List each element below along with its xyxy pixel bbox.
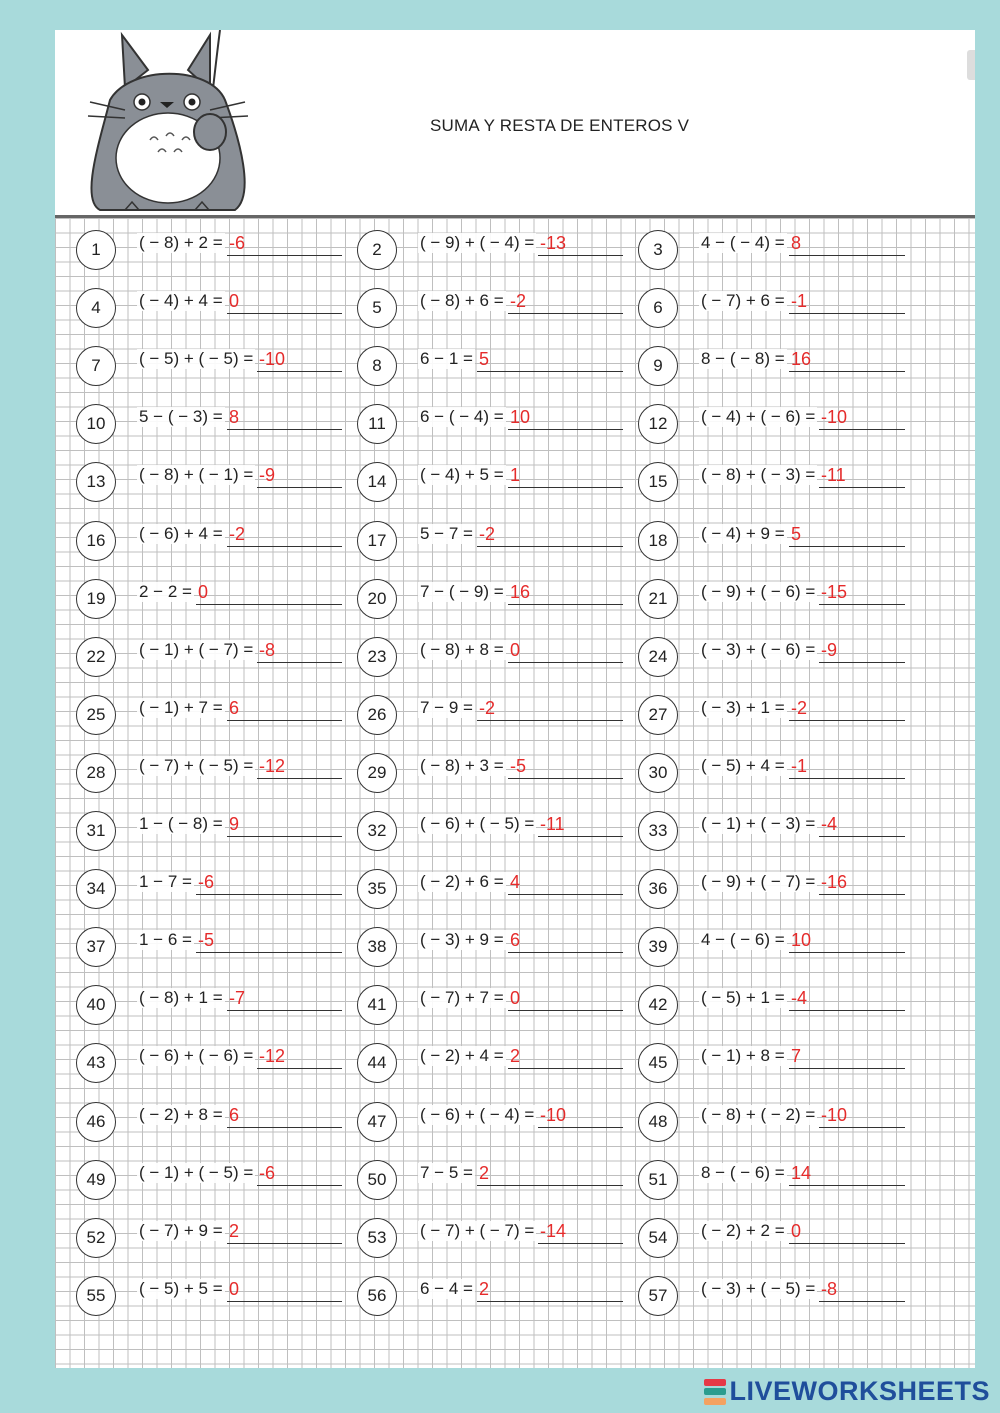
answer-field[interactable] <box>257 371 342 372</box>
exercise-item <box>76 579 342 619</box>
exercise-number: 55 <box>76 1276 116 1316</box>
exercise-number: 49 <box>76 1160 116 1200</box>
answer-value[interactable]: 16 <box>510 581 531 602</box>
exercise-number: 5 <box>357 288 397 328</box>
exercise-item <box>638 230 905 270</box>
answer-field[interactable] <box>789 1243 905 1244</box>
exercise-item <box>357 521 623 561</box>
exercise-item <box>76 230 342 270</box>
exercise-item <box>357 695 623 735</box>
exercise-number: 26 <box>357 695 397 735</box>
answer-value[interactable]: 9 <box>229 814 240 834</box>
answer-value[interactable]: 1 <box>510 465 521 486</box>
answer-field[interactable] <box>227 1010 342 1011</box>
answer-value[interactable]: -2 <box>479 697 496 718</box>
exercise-expression: ( − 9) + ( − 6) = <box>701 581 816 601</box>
exercise-expression: 8 − ( − 6) = <box>701 1162 785 1182</box>
exercise-expression: ( − 8) + 8 = <box>420 639 504 659</box>
answer-field[interactable] <box>227 255 342 256</box>
exercise-item <box>357 637 623 677</box>
answer-field[interactable] <box>508 778 623 779</box>
answer-value[interactable]: 0 <box>198 581 209 602</box>
exercise-expression: ( − 7) + ( − 5) = <box>139 755 254 775</box>
exercise-number: 21 <box>638 579 678 619</box>
answer-value[interactable]: 0 <box>510 639 521 660</box>
answer-value[interactable]: -1 <box>791 291 808 312</box>
answer-value[interactable]: -2 <box>229 523 246 544</box>
answer-field[interactable] <box>196 604 342 605</box>
answer-field[interactable] <box>789 778 905 779</box>
exercise-number: 41 <box>357 985 397 1025</box>
exercise-item <box>76 811 342 851</box>
answer-field[interactable] <box>508 894 623 895</box>
answer-value[interactable]: 8 <box>229 407 240 428</box>
answer-field[interactable] <box>257 1068 342 1069</box>
answer-field[interactable] <box>257 662 342 663</box>
answer-value[interactable]: -8 <box>259 639 276 660</box>
exercise-item <box>76 1160 342 1200</box>
answer-value[interactable]: 4 <box>510 872 521 893</box>
exercise-item <box>638 404 905 444</box>
exercise-expression: 4 − ( − 6) = <box>701 930 785 950</box>
answer-field[interactable] <box>819 662 905 663</box>
answer-value[interactable]: 5 <box>791 523 802 544</box>
answer-field[interactable] <box>227 720 342 721</box>
answer-field[interactable] <box>227 313 342 314</box>
exercise-expression: ( − 2) + 2 = <box>701 1220 785 1240</box>
answer-field[interactable] <box>538 1127 623 1128</box>
answer-field[interactable] <box>257 1185 342 1186</box>
exercise-number: 3 <box>638 230 678 270</box>
exercise-item <box>76 985 342 1025</box>
exercise-expression: ( − 8) + ( − 2) = <box>701 1104 816 1124</box>
exercise-expression: ( − 8) + 3 = <box>420 755 504 775</box>
answer-value[interactable]: -13 <box>540 233 567 253</box>
liveworksheets-badge-icon <box>704 1379 726 1405</box>
answer-value[interactable]: -14 <box>540 1220 567 1241</box>
exercise-expression: ( − 6) + ( − 5) = <box>420 814 535 833</box>
exercise-number: 4 <box>76 288 116 328</box>
exercise-number: 25 <box>76 695 116 735</box>
answer-value[interactable]: -2 <box>791 697 808 718</box>
answer-field[interactable] <box>227 546 342 547</box>
exercise-number: 37 <box>76 927 116 967</box>
exercise-number: 38 <box>357 927 397 967</box>
exercise-expression: 7 − 5 = <box>420 1162 473 1182</box>
answer-value[interactable]: -10 <box>821 1104 848 1125</box>
exercise-expression: 4 − ( − 4) = <box>701 233 785 252</box>
exercise-expression: ( − 7) + 7 = <box>420 988 504 1008</box>
exercise-item <box>76 404 342 444</box>
exercise-number: 32 <box>357 811 397 851</box>
answer-field[interactable] <box>789 546 905 547</box>
exercise-expression: ( − 8) + 2 = <box>139 233 223 252</box>
exercise-item <box>76 346 342 386</box>
answer-value[interactable]: 7 <box>791 1046 802 1067</box>
exercise-number: 13 <box>76 462 116 502</box>
answer-value[interactable]: 14 <box>791 1162 812 1183</box>
exercise-number: 48 <box>638 1102 678 1142</box>
answer-field[interactable] <box>538 836 623 837</box>
answer-value[interactable]: 0 <box>229 1278 240 1299</box>
answer-field[interactable] <box>477 546 623 547</box>
exercise-item <box>357 927 623 967</box>
answer-value[interactable]: -11 <box>821 465 846 486</box>
exercise-item <box>357 869 623 909</box>
answer-field[interactable] <box>508 1010 623 1011</box>
exercise-expression: 5 − 7 = <box>420 523 473 543</box>
exercise-item <box>357 985 623 1025</box>
exercise-expression: ( − 5) + 1 = <box>701 988 785 1008</box>
answer-field[interactable] <box>477 1185 623 1186</box>
exercise-expression: ( − 7) + ( − 7) = <box>420 1220 535 1240</box>
exercise-number: 16 <box>76 521 116 561</box>
exercise-expression: ( − 2) + 8 = <box>139 1104 223 1124</box>
exercise-expression: ( − 3) + 9 = <box>420 930 504 950</box>
answer-value[interactable]: 2 <box>510 1046 521 1067</box>
exercise-number: 28 <box>76 753 116 793</box>
answer-value[interactable]: 10 <box>510 407 531 428</box>
answer-field[interactable] <box>819 487 905 488</box>
exercise-item <box>638 637 905 677</box>
exercise-item <box>638 811 905 851</box>
answer-field[interactable] <box>227 1127 342 1128</box>
exercise-item <box>357 1276 623 1316</box>
answer-value[interactable]: 10 <box>791 930 812 951</box>
exercise-expression: ( − 7) + 6 = <box>701 291 785 311</box>
exercise-number: 8 <box>357 346 397 386</box>
exercise-item <box>638 288 905 328</box>
exercise-item <box>638 521 905 561</box>
answer-field[interactable] <box>508 604 623 605</box>
answer-value[interactable]: -12 <box>259 755 286 776</box>
exercise-number: 27 <box>638 695 678 735</box>
answer-value[interactable]: -10 <box>259 349 286 370</box>
answer-value[interactable]: 16 <box>791 349 812 370</box>
answer-field[interactable] <box>508 313 623 314</box>
exercise-number: 17 <box>357 521 397 561</box>
exercise-number: 47 <box>357 1102 397 1142</box>
exercise-item <box>357 462 623 502</box>
answer-field[interactable] <box>257 778 342 779</box>
exercise-number: 35 <box>357 869 397 909</box>
exercise-number: 34 <box>76 869 116 909</box>
exercise-item <box>76 288 342 328</box>
exercise-item <box>357 753 623 793</box>
exercise-number: 44 <box>357 1043 397 1083</box>
exercise-item <box>76 521 342 561</box>
answer-field[interactable] <box>508 662 623 663</box>
answer-value[interactable]: -9 <box>821 639 838 660</box>
answer-value[interactable]: -12 <box>259 1046 286 1067</box>
exercise-expression: 2 − 2 = <box>139 581 192 601</box>
answer-field[interactable] <box>257 487 342 488</box>
exercise-number: 43 <box>76 1043 116 1083</box>
exercise-number: 24 <box>638 637 678 677</box>
exercise-expression: 5 − ( − 3) = <box>139 407 223 427</box>
exercise-item <box>76 1043 342 1083</box>
answer-field[interactable] <box>227 429 342 430</box>
exercise-item <box>357 1218 623 1258</box>
worksheet-title: SUMA Y RESTA DE ENTEROS V <box>430 116 690 135</box>
answer-value[interactable]: -6 <box>259 1162 276 1183</box>
exercise-expression: ( − 4) + 9 = <box>701 523 785 543</box>
answer-field[interactable] <box>819 429 905 430</box>
exercise-item <box>638 927 905 967</box>
exercise-item <box>76 753 342 793</box>
answer-value[interactable]: -5 <box>510 755 527 776</box>
exercise-item <box>638 1218 905 1258</box>
brand-name: LIVEWORKSHEETS <box>729 1376 990 1406</box>
exercise-number: 33 <box>638 811 678 851</box>
exercise-number: 57 <box>638 1276 678 1316</box>
answer-value[interactable]: 2 <box>479 1162 490 1183</box>
answer-field[interactable] <box>477 720 623 721</box>
exercise-expression: ( − 5) + ( − 5) = <box>139 349 254 369</box>
exercise-expression: ( − 1) + ( − 7) = <box>139 639 254 659</box>
answer-value[interactable]: -5 <box>198 930 215 951</box>
answer-field[interactable] <box>477 1301 623 1302</box>
answer-field[interactable] <box>789 313 905 314</box>
exercise-item <box>638 1102 905 1142</box>
answer-field[interactable] <box>789 371 905 372</box>
answer-field[interactable] <box>508 429 623 430</box>
worksheet-header <box>55 30 975 215</box>
exercise-expression: ( − 8) + ( − 1) = <box>139 465 254 485</box>
exercise-expression: ( − 1) + 7 = <box>139 697 223 717</box>
answer-field[interactable] <box>508 952 623 953</box>
exercise-expression: ( − 7) + 9 = <box>139 1220 223 1240</box>
exercise-expression: ( − 2) + 6 = <box>420 872 504 892</box>
answer-field[interactable] <box>538 1243 623 1244</box>
exercise-number: 50 <box>357 1160 397 1200</box>
answer-value[interactable]: -8 <box>821 1278 838 1299</box>
answer-field[interactable] <box>789 1068 905 1069</box>
answer-field[interactable] <box>196 952 342 953</box>
answer-value[interactable]: -7 <box>229 988 246 1009</box>
answer-field[interactable] <box>227 1301 342 1302</box>
answer-value[interactable]: -2 <box>479 523 496 544</box>
exercise-number: 29 <box>357 753 397 793</box>
answer-field[interactable] <box>789 255 905 256</box>
exercise-number: 9 <box>638 346 678 386</box>
exercise-expression: ( − 9) + ( − 4) = <box>420 233 535 252</box>
exercise-expression: ( − 4) + 4 = <box>139 291 223 311</box>
scroll-tab <box>967 50 975 80</box>
exercise-expression: ( − 5) + 5 = <box>139 1278 223 1298</box>
exercise-item <box>76 637 342 677</box>
exercise-expression: 6 − 4 = <box>420 1278 473 1298</box>
answer-value[interactable]: 0 <box>791 1220 802 1241</box>
exercise-number: 1 <box>76 230 116 270</box>
exercise-expression: ( − 6) + 4 = <box>139 523 223 543</box>
exercise-number: 12 <box>638 404 678 444</box>
exercise-item <box>76 1276 342 1316</box>
exercise-number: 14 <box>357 462 397 502</box>
exercise-item <box>638 579 905 619</box>
answer-value[interactable]: -9 <box>259 465 276 486</box>
exercise-number: 11 <box>357 404 397 444</box>
answer-value[interactable]: 6 <box>510 930 521 951</box>
answer-value[interactable]: -1 <box>791 755 808 776</box>
exercise-item <box>76 462 342 502</box>
answer-value[interactable]: 5 <box>479 349 490 370</box>
exercise-number: 39 <box>638 927 678 967</box>
answer-field[interactable] <box>538 255 623 256</box>
exercise-expression: ( − 2) + 4 = <box>420 1046 504 1066</box>
answer-value[interactable]: 2 <box>229 1220 240 1241</box>
answer-value[interactable]: -6 <box>229 233 246 253</box>
exercise-item <box>357 346 623 386</box>
exercise-item <box>76 869 342 909</box>
answer-value[interactable]: -15 <box>821 581 848 602</box>
exercise-number: 19 <box>76 579 116 619</box>
exercise-item <box>76 695 342 735</box>
exercise-expression: ( − 3) + ( − 5) = <box>701 1278 816 1298</box>
exercise-item <box>638 1276 905 1316</box>
answer-field[interactable] <box>819 604 905 605</box>
totoro-mascot-icon <box>70 30 270 215</box>
answer-value[interactable]: 6 <box>229 1104 240 1125</box>
answer-value[interactable]: -10 <box>821 407 848 428</box>
exercise-item <box>638 753 905 793</box>
exercise-expression: ( − 6) + ( − 4) = <box>420 1104 535 1124</box>
exercise-number: 7 <box>76 346 116 386</box>
exercise-expression: ( − 4) + ( − 6) = <box>701 407 816 427</box>
exercise-number: 36 <box>638 869 678 909</box>
exercise-number: 40 <box>76 985 116 1025</box>
exercise-item <box>638 985 905 1025</box>
exercise-item <box>357 404 623 444</box>
exercise-expression: ( − 4) + 5 = <box>420 465 504 485</box>
exercise-number: 20 <box>357 579 397 619</box>
exercise-item <box>357 579 623 619</box>
answer-value[interactable]: -11 <box>540 814 565 834</box>
answer-value[interactable]: -10 <box>540 1104 567 1125</box>
exercise-expression: 6 − 1 = <box>420 349 473 369</box>
answer-field[interactable] <box>819 1301 905 1302</box>
answer-field[interactable] <box>508 1068 623 1069</box>
exercise-expression: ( − 6) + ( − 6) = <box>139 1046 254 1066</box>
exercise-number: 54 <box>638 1218 678 1258</box>
exercise-item <box>638 462 905 502</box>
exercise-number: 51 <box>638 1160 678 1200</box>
answer-value[interactable]: 2 <box>479 1278 490 1299</box>
answer-value[interactable]: 8 <box>791 233 802 253</box>
answer-field[interactable] <box>196 894 342 895</box>
exercise-expression: 1 − 7 = <box>139 872 192 892</box>
answer-value[interactable]: -4 <box>791 988 808 1009</box>
exercise-number: 10 <box>76 404 116 444</box>
answer-value[interactable]: -4 <box>821 814 838 834</box>
answer-field[interactable] <box>477 371 623 372</box>
exercise-number: 6 <box>638 288 678 328</box>
exercise-number: 18 <box>638 521 678 561</box>
exercise-item <box>357 1102 623 1142</box>
exercise-item <box>357 1160 623 1200</box>
answer-field[interactable] <box>819 836 905 837</box>
answer-field[interactable] <box>227 836 342 837</box>
exercise-number: 52 <box>76 1218 116 1258</box>
exercise-expression: ( − 1) + ( − 5) = <box>139 1162 254 1182</box>
answer-value[interactable]: 6 <box>229 697 240 718</box>
exercise-expression: ( − 8) + 6 = <box>420 291 504 311</box>
exercise-expression: ( − 3) + ( − 6) = <box>701 639 816 659</box>
exercise-item <box>357 811 623 851</box>
exercise-number: 2 <box>357 230 397 270</box>
answer-field[interactable] <box>789 952 905 953</box>
exercise-number: 15 <box>638 462 678 502</box>
exercise-expression: ( − 3) + 1 = <box>701 697 785 717</box>
exercise-number: 31 <box>76 811 116 851</box>
answer-value[interactable]: 0 <box>510 988 521 1009</box>
exercise-expression: ( − 9) + ( − 7) = <box>701 872 816 892</box>
exercise-number: 22 <box>76 637 116 677</box>
exercise-number: 23 <box>357 637 397 677</box>
exercise-expression: ( − 8) + 1 = <box>139 988 223 1008</box>
exercise-number: 30 <box>638 753 678 793</box>
exercise-item <box>357 288 623 328</box>
exercise-item <box>638 695 905 735</box>
exercise-item <box>357 1043 623 1083</box>
answer-value[interactable]: 0 <box>229 291 240 312</box>
exercise-number: 53 <box>357 1218 397 1258</box>
exercise-expression: ( − 5) + 4 = <box>701 755 785 775</box>
answer-field[interactable] <box>227 1243 342 1244</box>
exercise-number: 45 <box>638 1043 678 1083</box>
exercise-item <box>638 1043 905 1083</box>
liveworksheets-logo <box>704 1376 990 1407</box>
answer-field[interactable] <box>508 487 623 488</box>
exercise-expression: 7 − ( − 9) = <box>420 581 504 601</box>
answer-field[interactable] <box>819 1127 905 1128</box>
exercise-number: 42 <box>638 985 678 1025</box>
exercise-expression: ( − 1) + ( − 3) = <box>701 814 816 833</box>
exercise-item <box>638 1160 905 1200</box>
exercise-expression: 6 − ( − 4) = <box>420 407 504 427</box>
exercise-item <box>357 230 623 270</box>
exercise-expression: ( − 8) + ( − 3) = <box>701 465 816 485</box>
exercise-item <box>638 869 905 909</box>
answer-field[interactable] <box>789 1010 905 1011</box>
exercise-expression: 7 − 9 = <box>420 697 473 717</box>
exercise-item <box>638 346 905 386</box>
answer-value[interactable]: -16 <box>821 872 848 893</box>
exercise-item <box>76 1102 342 1142</box>
exercise-item <box>76 927 342 967</box>
answer-field[interactable] <box>789 1185 905 1186</box>
exercise-expression: 1 − ( − 8) = <box>139 814 223 833</box>
exercise-expression: 1 − 6 = <box>139 930 192 950</box>
answer-field[interactable] <box>789 720 905 721</box>
exercise-item <box>76 1218 342 1258</box>
exercise-number: 46 <box>76 1102 116 1142</box>
answer-value[interactable]: -2 <box>510 291 527 312</box>
exercise-expression: 8 − ( − 8) = <box>701 349 785 369</box>
answer-field[interactable] <box>819 894 905 895</box>
answer-value[interactable]: -6 <box>198 872 215 893</box>
exercise-number: 56 <box>357 1276 397 1316</box>
exercise-expression: ( − 1) + 8 = <box>701 1046 785 1066</box>
